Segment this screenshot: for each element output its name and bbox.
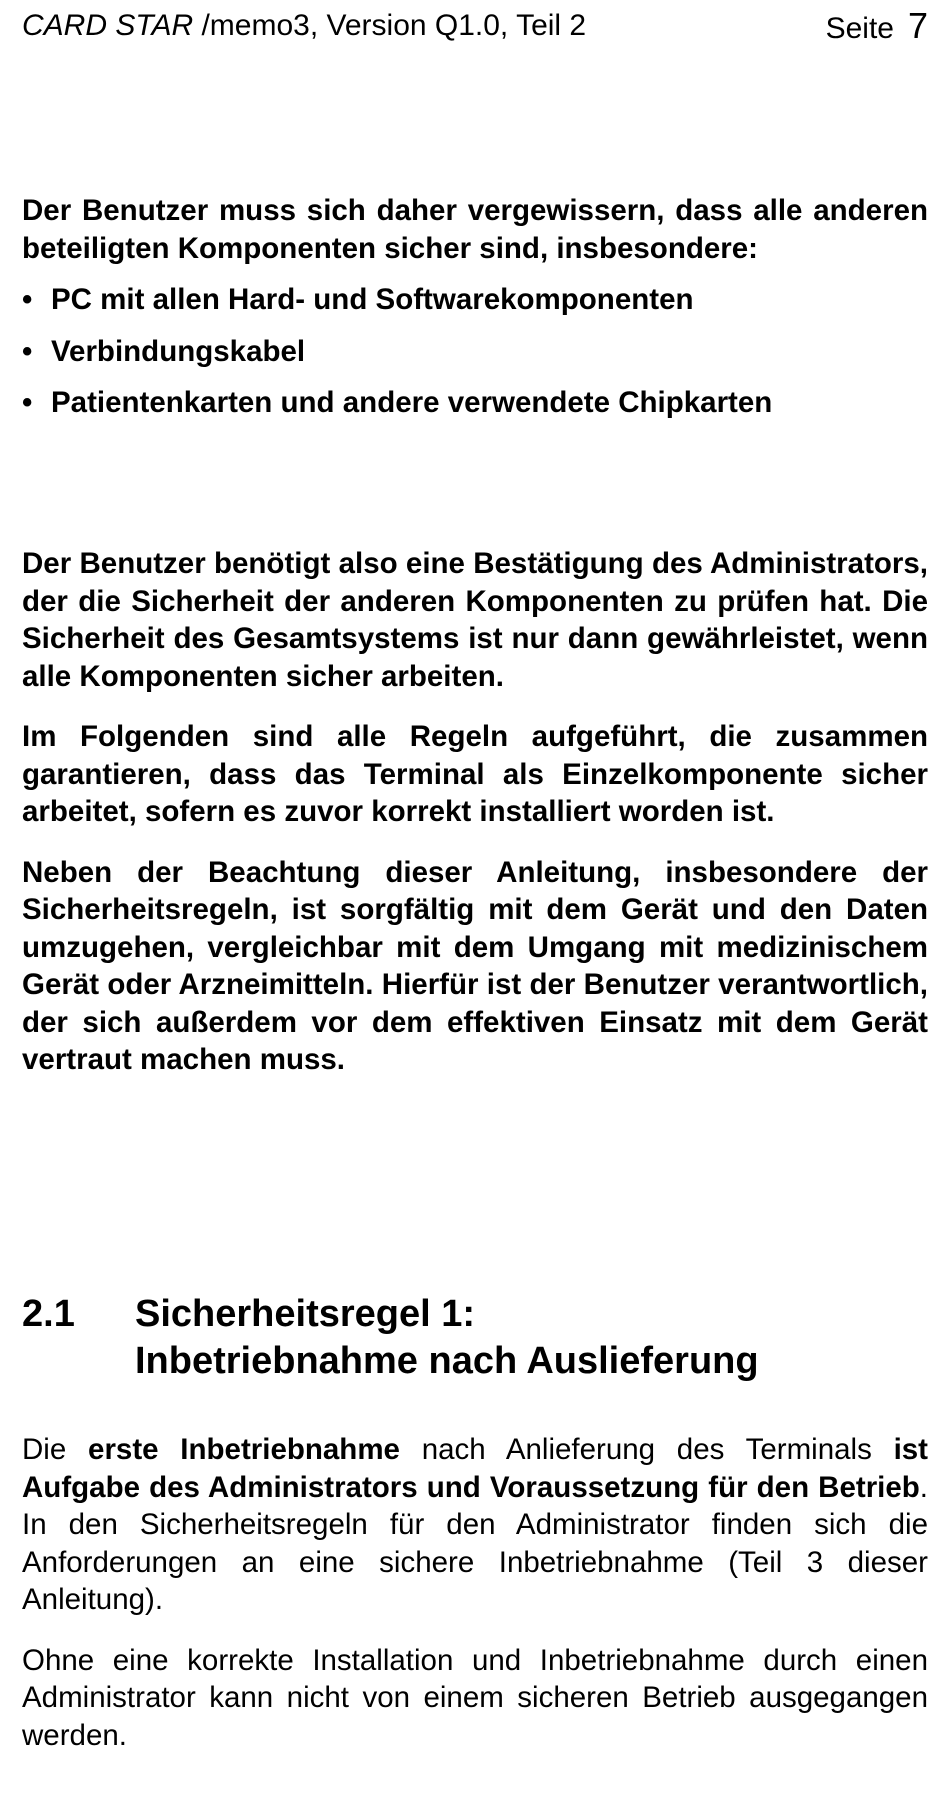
text-run: Die (22, 1433, 89, 1466)
text-run: . In den Sicherheitsregeln für den Administrator finden sich die Anforderungen an eine sichere Inbetriebnahme (Teil 3 dieser Anleitung). (22, 1470, 928, 1616)
page-number: 7 (907, 5, 928, 46)
body-block (22, 545, 928, 1079)
paragraph-installation: Ohne eine korrekte Installation und Inbetriebnahme durch einen Administrator kann nicht von einem sicheren Betrieb ausgegangen werden. (22, 1643, 928, 1752)
bullet-icon: • (22, 283, 33, 316)
page-label: Seite (825, 12, 894, 45)
list-item-text: Verbindungskabel (51, 334, 306, 368)
section-title-line-2: Inbetriebnahme nach Auslieferung (135, 1340, 759, 1382)
list-item (22, 281, 928, 319)
document-title (22, 6, 586, 46)
paragraph-rules: Im Folgenden sind alle Regeln aufgeführt, die zusammen garantieren, dass das Terminal als Einzelkomponente sicher arbeitet, sofern es zuvor korrekt installiert worden ist. (22, 720, 928, 828)
component-list (22, 281, 928, 422)
section-title (135, 1291, 928, 1385)
paragraph-first-commissioning (22, 1431, 928, 1619)
bold-text-run: ist Aufgabe des Administrators und Voraussetzung für den Betrieb (22, 1433, 929, 1504)
list-item-text: Patientenkarten und andere verwendete Chipkarten (51, 386, 773, 419)
bold-text-run: erste Inbetriebnahme (88, 1433, 400, 1466)
list-item (22, 384, 928, 422)
list-item (22, 333, 928, 371)
bullet-icon: • (22, 386, 33, 419)
document-version: /memo3, Version Q1.0, Teil 2 (193, 9, 587, 42)
page-info (826, 6, 928, 49)
paragraph-care: Neben der Beachtung dieser Anleitung, insbesondere der Sicherheitsregeln, ist sorgfältig mit dem Gerät und den Daten umzugehen, vergleichbar mit dem Umgang mit medizinischem Gerät oder Arzneimitteln. Hierfür ist der Benutzer verantwortlich, der sich außerdem vor dem effektiven Einsatz mit dem Gerät vertraut machen muss. (22, 855, 928, 1076)
section-title-line-1: Sicherheitsregel 1: (135, 1293, 476, 1335)
page-header (22, 6, 928, 46)
product-name: CARD STAR (22, 9, 194, 42)
intro-paragraph: Der Benutzer muss sich daher vergewissern, dass alle anderen beteiligten Komponenten sicher sind, insbesondere: (22, 194, 928, 265)
list-item-text: PC mit allen Hard- und Softwarekomponenten (51, 283, 694, 316)
intro-block (22, 192, 928, 436)
section-body (22, 1431, 928, 1754)
text-run: nach Anlieferung des Terminals (399, 1433, 894, 1466)
paragraph-admin-confirmation: Der Benutzer benötigt also eine Bestätigung des Administrators, der die Sicherheit der anderen Komponenten zu prüfen hat. Die Sicherheit des Gesamtsystems ist nur dann gewährleistet, wenn alle Komponenten sicher arbeiten. (22, 547, 928, 693)
section-heading (22, 1291, 928, 1385)
bullet-icon: • (22, 334, 33, 368)
section-number: 2.1 (22, 1293, 75, 1335)
